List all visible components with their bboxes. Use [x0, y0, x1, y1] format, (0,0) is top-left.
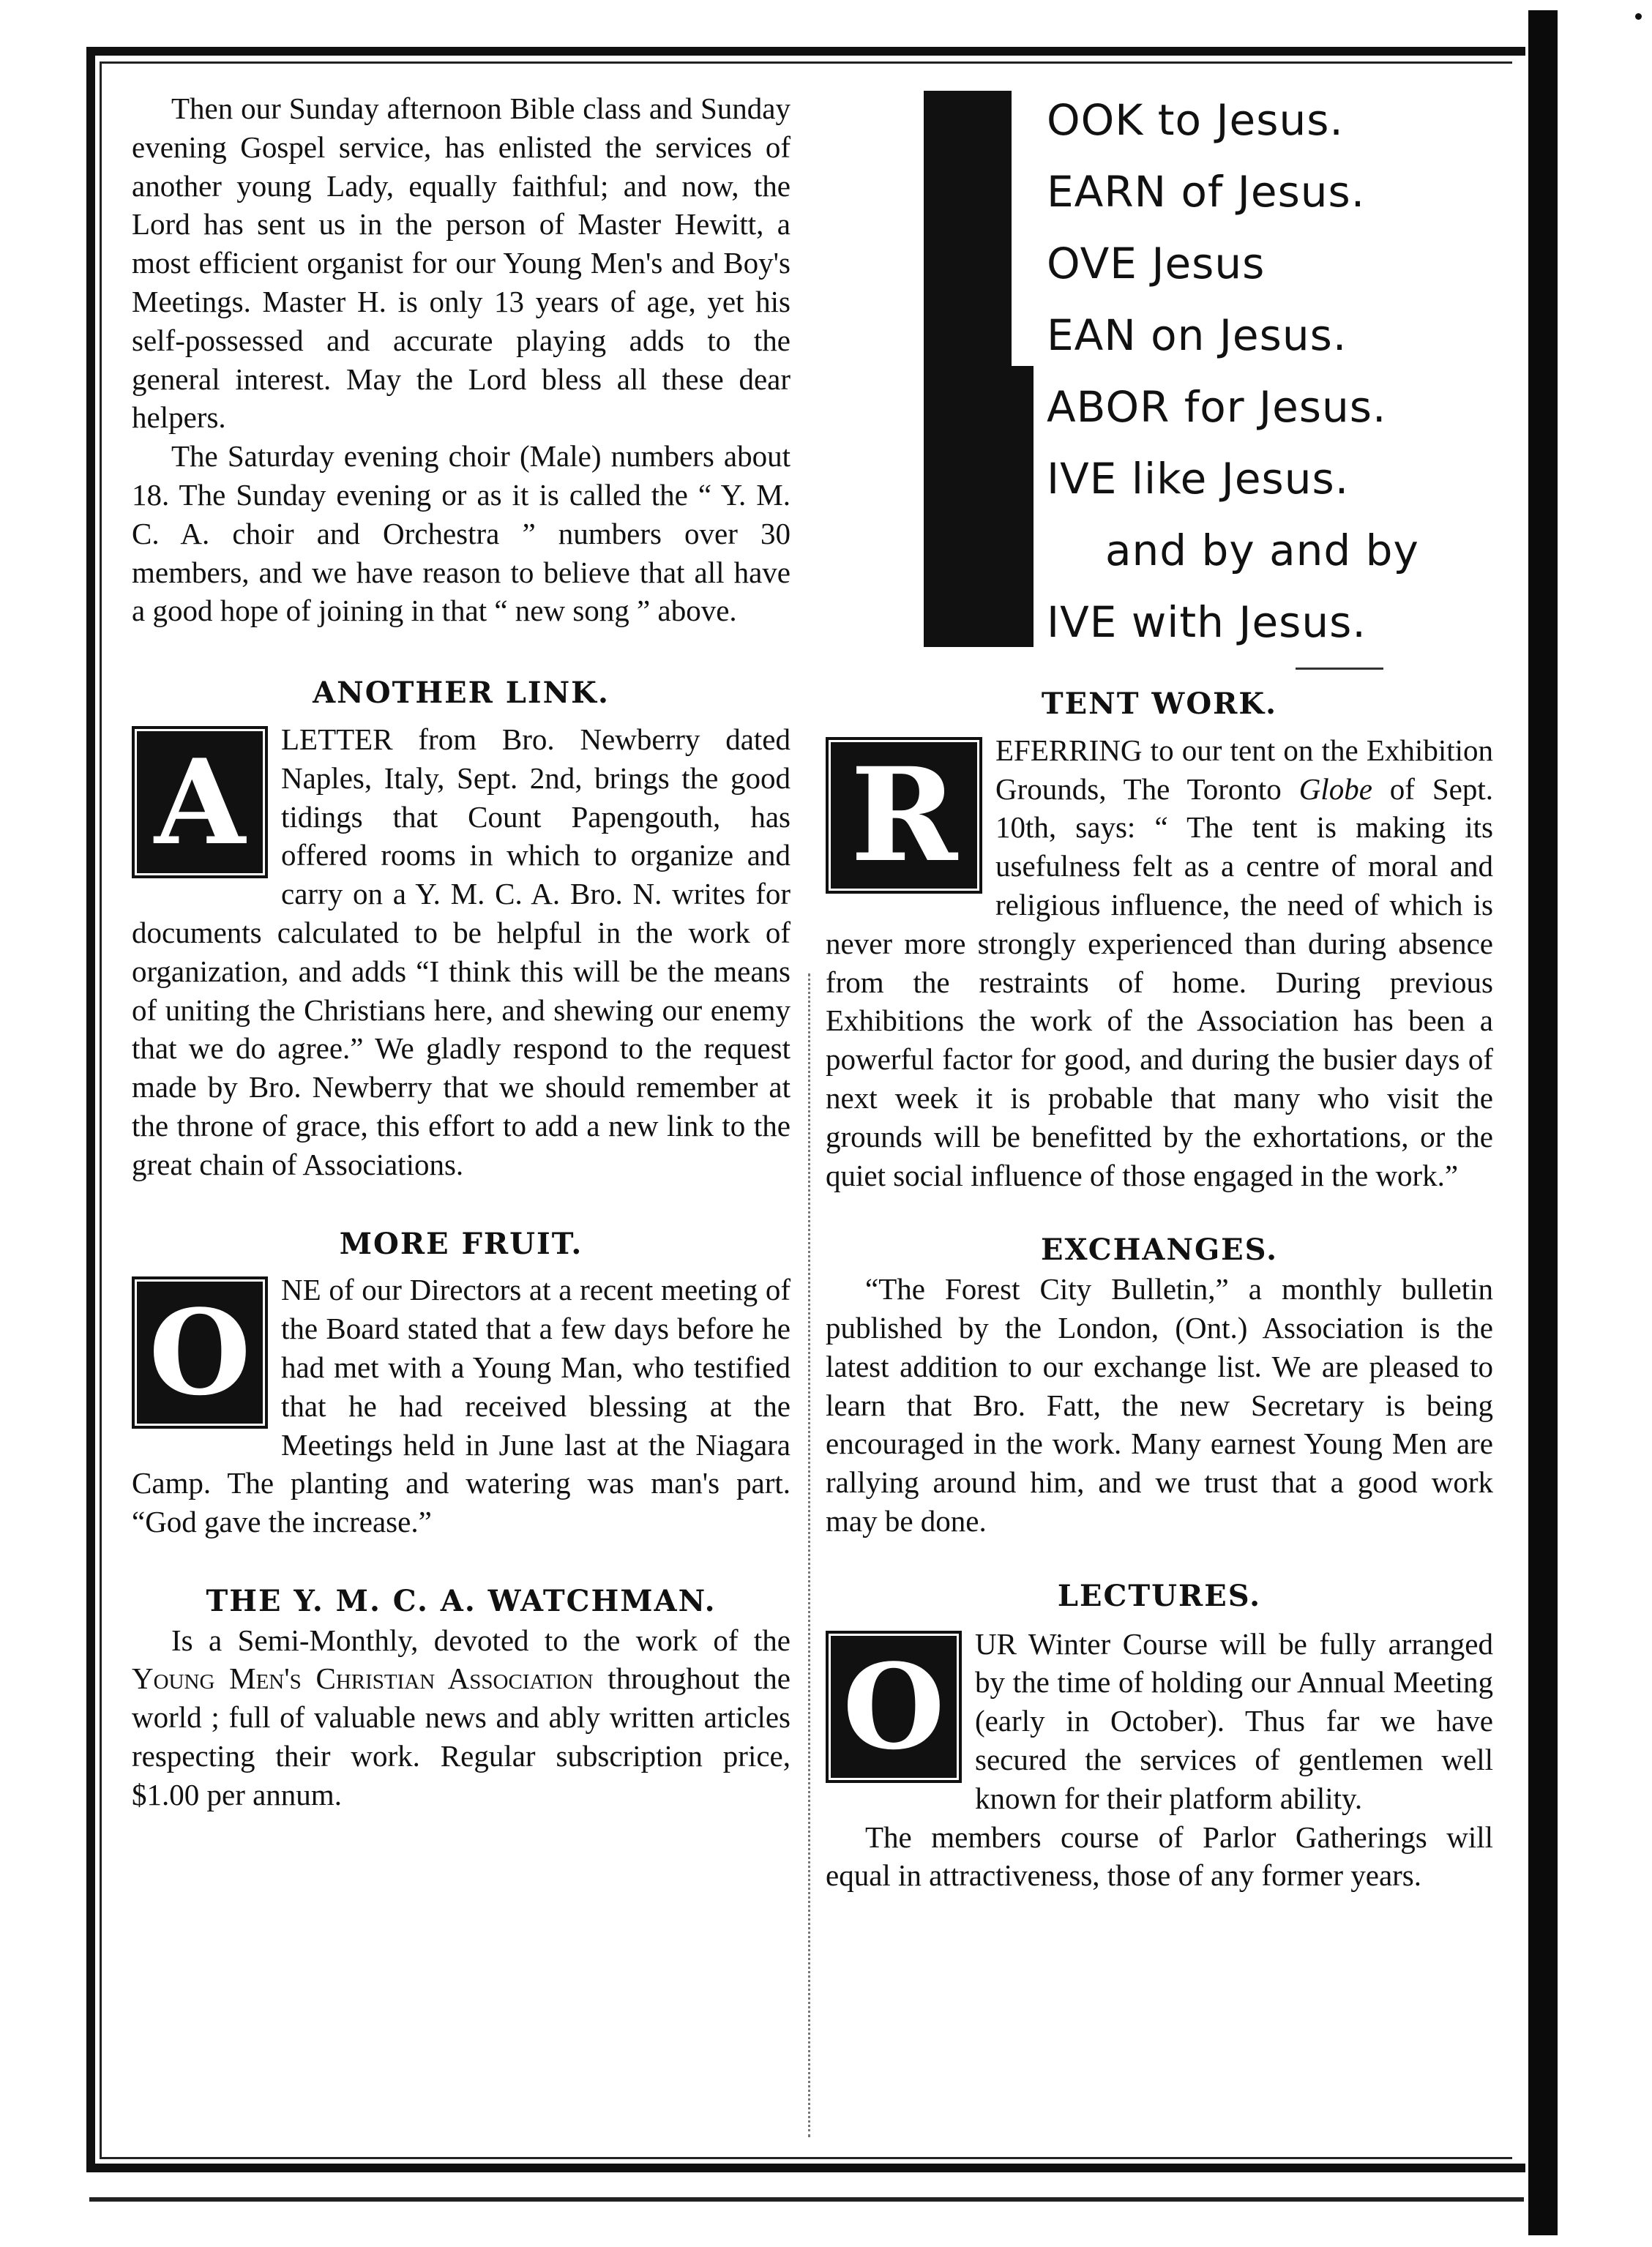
exchanges-heading: EXCHANGES.	[1040, 1233, 1279, 1268]
acrostic-line: EAN on Jesus.	[1047, 310, 1348, 360]
right-border-bar	[1528, 10, 1558, 2235]
intro-paragraph: Then our Sunday afternoon Bible class and Sunday evening Gospel service, has enlisted the services of another young Lady, equally faithful; and now, the Lord has sent us in the person of Master Hewitt, a most efficient organist for our Young Men's and Boy's Meetings. Master H. is only 13 years of age, yet his self-possessed and accurate playing adds to the general interest. May the Lord bless all these dear helpers.	[132, 91, 791, 435]
more-fruit-section	[132, 1271, 791, 1541]
parlor-paragraph: The members course of Parlor Gatherings will equal in attractiveness, those of any former years.	[826, 1820, 1493, 1893]
another-link-heading: ANOTHER LINK.	[313, 676, 610, 711]
acrostic-line: IVE with Jesus.	[1047, 597, 1367, 647]
exchanges-text: “The Forest City Bulletin,” a monthly bulletin published by the London, (Ont.) Association is the latest addition to our exchange list. We are pleased to learn that Bro. Fatt, the new Secretary is being encouraged in the work. Many earnest Young Men are rallying around him, and we trust that a good work may be done.	[826, 1272, 1493, 1538]
ink-dot	[1635, 13, 1642, 20]
acrostic-line: OOK to Jesus.	[1047, 95, 1344, 145]
acrostic-line: EARN of Jesus.	[1047, 167, 1366, 217]
dropcap-o-lectures: O	[826, 1631, 962, 1783]
watchman-text-a: Is a Semi-Monthly, devoted to the work of the	[171, 1623, 791, 1657]
another-link-section	[132, 720, 791, 1184]
column-divider	[808, 973, 810, 2137]
another-link-text: LETTER from Bro. Newberry dated Naples, Italy, Sept. 2nd, brings the good tidings that Count Papengouth, has offered rooms in which to organize and carry on a Y. M. C. A. Bro. N. writes for documents calculated to be helpful in the work of organization, and adds “I think this will be the means of uniting the Christians here, and shewing our enemy that we do agree.” We gladly respond to the request made by Bro. Newberry that we should remember at the throne of grace, this effort to add a new link to the great chain of Associations.	[132, 722, 791, 1181]
separator-dash	[1296, 668, 1383, 670]
acrostic-line: IVE like Jesus.	[1047, 454, 1350, 504]
tent-work-text-a: EFERRING to our tent on the Exhibition Grounds, The Toronto	[995, 733, 1493, 806]
dropcap-a: A	[132, 726, 268, 878]
acrostic-line: ABOR for Jesus.	[1047, 382, 1387, 432]
acrostic-line: and by and by	[1105, 526, 1419, 575]
watchman-text-b: throughout the world ; full of valuable news and ably written articles respecting their work. Regular subscription price, $1.00 per annum.	[132, 1661, 791, 1812]
lectures-heading: LECTURES.	[1057, 1578, 1262, 1613]
right-column	[826, 685, 1493, 1895]
acrostic-lines	[1047, 84, 1419, 658]
tent-work-text-italic: Globe	[1298, 771, 1372, 806]
watchman-text-smallcaps: Young Men's Christian Association	[132, 1661, 594, 1696]
dropcap-o: O	[132, 1276, 268, 1429]
big-letter-l-foot	[924, 366, 1034, 647]
tent-work-text-b: of Sept. 10th, says: “ The tent is making its usefulness felt as a centre of moral and religious influence, the need of which is never more strongly experienced than during absence from the restraints of home. During previous Exhibitions the work of the Association has been a powerful factor for good, and during the busier days of next week it is probable that many who visit the grounds will be benefitted by the exhortations, or the quiet social influence of those engaged in the work.”	[826, 771, 1493, 1192]
left-column	[132, 89, 791, 1814]
tent-work-heading: TENT WORK.	[1041, 687, 1278, 721]
lectures-text: UR Winter Course will be fully arranged by the time of holding our Annual Meeting (early in October). Thus far we have secured the services of gentlemen well known for their platform ability.	[975, 1626, 1493, 1815]
more-fruit-text: NE of our Directors at a recent meeting of the Board stated that a few days before he had met with a Young Man, who testified that he had received blessing at the Meetings held in June last at the Niagara Camp. The planting and watering was man's part. “God gave the increase.”	[132, 1273, 791, 1539]
lectures-section	[826, 1625, 1493, 1818]
acrostic-line: OVE Jesus	[1047, 239, 1266, 288]
bottom-rule	[89, 2197, 1524, 2202]
more-fruit-heading: MORE FRUIT.	[339, 1226, 583, 1261]
choir-paragraph: The Saturday evening choir (Male) numbers about 18. The Sunday evening or as it is called the “ Y. M. C. A. choir and Orchestra ” numbers over 30 members, and we have reason to believe that all have a good hope of joining in that “ new song ” above.	[132, 439, 791, 628]
dropcap-r: R	[826, 737, 982, 894]
watchman-heading: THE Y. M. C. A. WATCHMAN.	[206, 1583, 717, 1618]
watchman-text	[132, 1621, 791, 1814]
tent-work-section	[826, 731, 1493, 1195]
